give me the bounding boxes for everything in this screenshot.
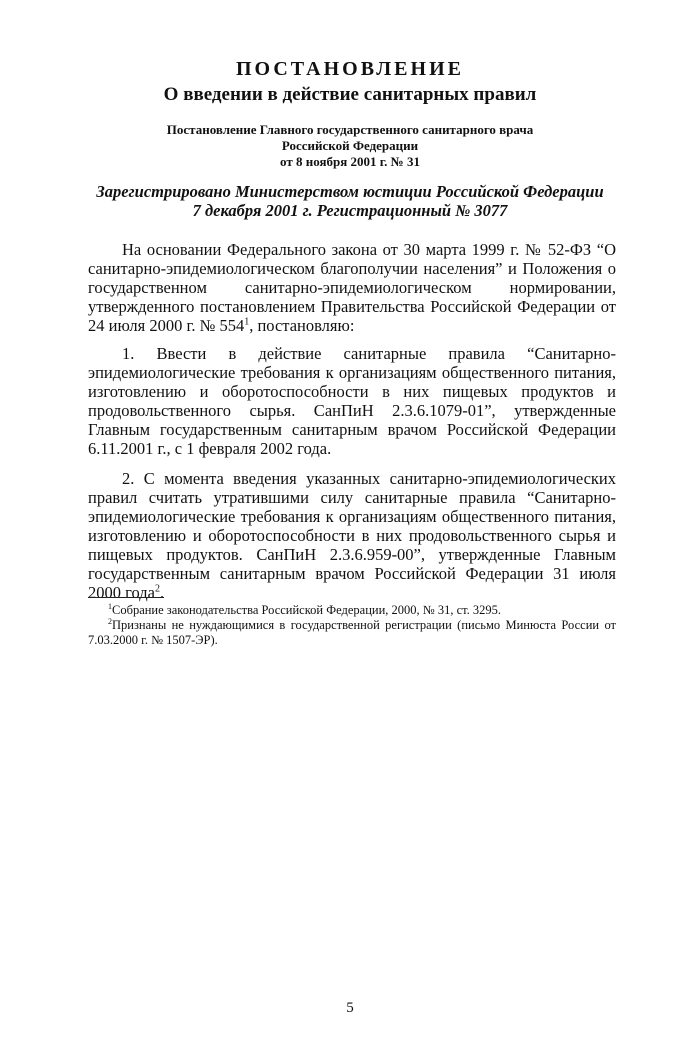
item-2-paragraph: [88, 469, 616, 602]
footnote-ref-1[interactable]: 1: [244, 316, 250, 328]
footnotes-block: [88, 603, 616, 648]
footnote-mark: 1: [108, 601, 112, 611]
item-2-text: 2. С момента введения указанных санитарно-эпидемиологических правил считать утратившими силу санитарные правила “Санитарно-эпидемиологические требования к организациям общественного питания, изготовлению и оборотоспособности в них продовольственного сырья и пищевых продуктов. СанПиН 2.3.6.959-00”, утвержденные Главным государственным санитарным врачом Российской Федерации 31 июля 2000 года: [88, 469, 616, 602]
issuer-line: Российской Федерации: [281, 138, 419, 153]
footnote-text: Собрание законодательства Российской Федерации, 2000, № 31, ст. 3295.: [112, 603, 502, 617]
registration-block: [0, 182, 700, 220]
footnote-text: Признаны не нуждающимися в государственной регистрации (письмо Минюста России от 7.03.2000 г. № 1507-ЭР).: [88, 618, 616, 647]
document-body: [88, 240, 616, 613]
item-2-tail: .: [159, 583, 165, 602]
footnote-2: [88, 618, 616, 648]
document-subtitle: О введении в действие санитарных правил: [163, 84, 537, 105]
item-1-paragraph: [88, 344, 616, 458]
footnote-1: [88, 603, 616, 618]
issuer-line: от 8 ноября 2001 г. № 31: [279, 154, 420, 169]
page-number: 5: [346, 1000, 354, 1016]
footnote-mark: 2: [108, 616, 112, 626]
issuer-block: [0, 122, 700, 170]
issuer-line: Постановление Главного государственного санитарного врача: [166, 122, 534, 137]
document-title: ПОСТАНОВЛЕНИЕ: [236, 58, 464, 80]
footnote-divider: [88, 597, 164, 598]
registration-line: Зарегистрировано Министерством юстиции Российской Федерации: [96, 182, 604, 201]
registration-line: 7 декабря 2001 г. Регистрационный № 3077: [192, 201, 508, 220]
footnote-ref-2[interactable]: 2: [154, 583, 160, 595]
intro-paragraph: [88, 240, 616, 335]
intro-text: На основании Федерального закона от 30 марта 1999 г. № 52-ФЗ “О санитарно-эпидемиологическом благополучии населения” и Положения о государственном санитарно-эпидемиологическом нормировании, утвержденного постановлением Правительства Российской Федерации от 24 июля 2000 г. № 554: [88, 240, 616, 335]
intro-tail: , постановляю:: [249, 316, 355, 335]
item-1-text: 1. Ввести в действие санитарные правила “Санитарно-эпидемиологические требования к организациям общественного питания, изготовлению и оборотоспособности в них пищевых продуктов и продовольственного сырья. СанПиН 2.3.6.1079-01”, утвержденные Главным государственным санитарным врачом Российской Федерации 6.11.2001 г., с 1 февраля 2002 года.: [88, 344, 616, 458]
